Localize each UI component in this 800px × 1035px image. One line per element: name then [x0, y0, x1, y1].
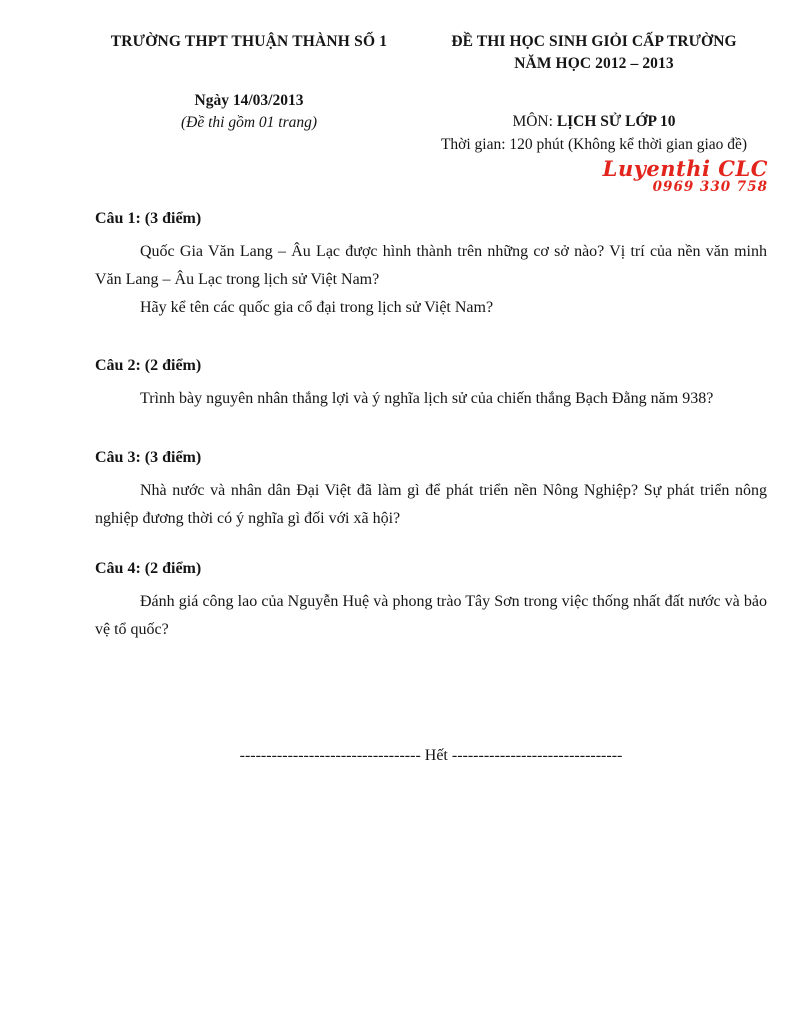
subject-label: MÔN: — [512, 113, 557, 130]
duration-line: Thời gian: 120 phút (Không kể thời gian giao đề) — [440, 136, 748, 153]
header-right-block — [418, 31, 770, 195]
question-1-paragraph-2: Hãy kể tên các quốc gia cổ đại trong lịch sử Việt Nam? — [140, 299, 494, 316]
question-1-block — [95, 205, 767, 322]
exam-title-line2: NĂM HỌC 2012 – 2013 — [514, 55, 674, 72]
question-2-heading: Câu 2: (2 điểm) — [95, 357, 202, 374]
subject-line — [418, 111, 770, 133]
question-4-block — [95, 555, 767, 644]
question-3-block — [95, 444, 767, 533]
logo-name-text: Luyenthi CLC — [602, 156, 768, 181]
luyenthi-clc-logo — [418, 158, 770, 195]
question-4-heading: Câu 4: (2 điểm) — [95, 560, 202, 577]
question-2-block — [95, 352, 767, 413]
question-1-heading: Câu 1: (3 điểm) — [95, 210, 202, 227]
logo-phone-number: 0969 330 758 — [652, 179, 768, 195]
question-3-heading: Câu 3: (3 điểm) — [95, 449, 202, 466]
question-3-paragraph-1: Nhà nước và nhân dân Đại Việt đã làm gì để phát triển nền Nông Nghiệp? Sự phát triển nông nghiệp đương thời có ý nghĩa gì đối với xã hội? — [95, 482, 767, 527]
exam-date: Ngày 14/03/2013 — [194, 92, 304, 109]
header-left-block — [95, 31, 403, 133]
page-count-note: (Đề thi gồm 01 trang) — [180, 114, 318, 131]
question-1-paragraph-1: Quốc Gia Văn Lang – Âu Lạc được hình thành trên những cơ sở nào? Vị trí của nền văn minh Văn Lang – Âu Lạc trong lịch sử Việt Nam? — [95, 243, 767, 288]
question-2-paragraph-1: Trình bày nguyên nhân thắng lợi và ý nghĩa lịch sử của chiến thắng Bạch Đằng năm 938? — [140, 390, 714, 407]
exam-title-line1: ĐỀ THI HỌC SINH GIỎI CẤP TRƯỜNG — [451, 33, 737, 50]
subject-name: LỊCH SỬ LỚP 10 — [556, 113, 676, 130]
school-name: TRƯỜNG THPT THUẬN THÀNH SỐ 1 — [110, 33, 388, 50]
exam-questions-body — [95, 205, 767, 770]
end-of-exam-separator: ---------------------------------- Hết -------------------------------- — [239, 747, 623, 764]
question-4-paragraph-1: Đánh giá công lao của Nguyễn Huệ và phong trào Tây Sơn trong việc thống nhất đất nước và bảo vệ tổ quốc? — [95, 593, 767, 638]
